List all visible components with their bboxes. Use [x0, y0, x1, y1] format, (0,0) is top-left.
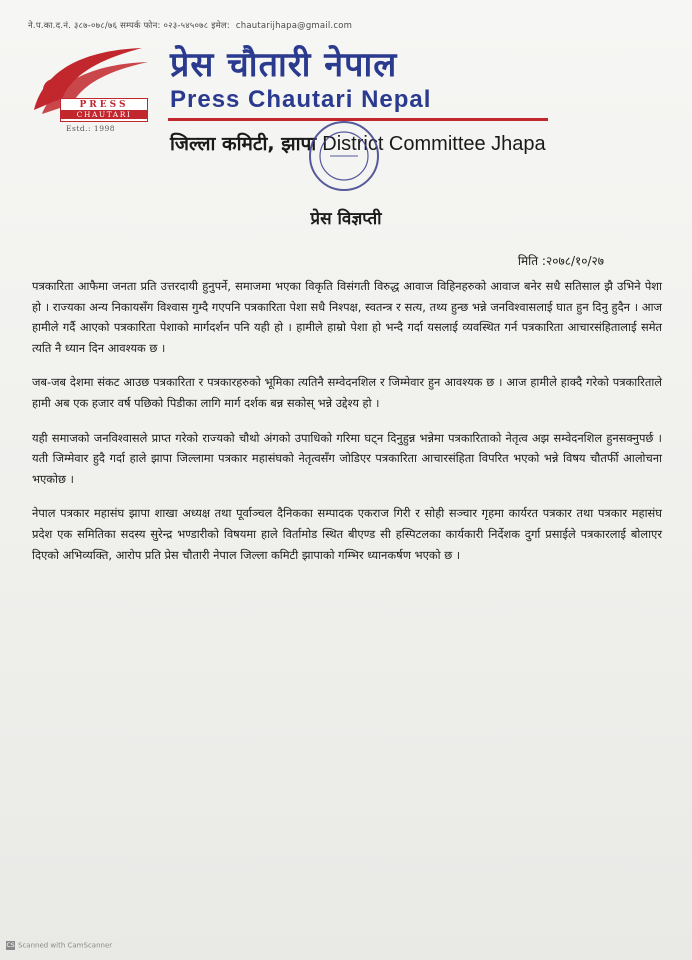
district-english: District Committee Jhapa: [322, 133, 546, 155]
contact-email: chautarijhapa@gmail.com: [235, 21, 353, 31]
letterhead-contact: [28, 20, 352, 31]
release-date: मिति :२०७८/१०/२७: [517, 254, 604, 268]
press-box: [60, 98, 148, 122]
logo-estd: Estd.: 1998: [66, 124, 116, 133]
org-title-nepali: प्रेस चौतारी नेपाल: [170, 45, 398, 85]
scanner-label: Scanned with CamScanner: [18, 941, 113, 950]
logo-press-text: PRESS: [79, 100, 129, 110]
paragraph-3: यही समाजको जनविश्वासले प्राप्त गरेको राज्यको चौथो अंगको उपाधिको गरिमा घट्न दिनुहुन्न भन्नेमा पत्रकारिताको नेतृत्व अझ सम्वेदनशिल हुनसक्नुपर्छ । यती जिम्मेवार हुदै गर्दा हाले झापा जिल्लामा पत्रकार महासंघको नेतृत्वसँग जोडिएर पत्रकारिता आचारसंहिता विपरित भएको भन्ने विषय चौतर्फी आलोचना भएकोछ ।: [32, 430, 662, 486]
press-release-body: [32, 276, 662, 579]
paragraph-1: पत्रकारिता आफैमा जनता प्रति उत्तरदायी हुनुपर्ने, समाजमा भएका विकृति विसंगती विरुद्ध आवाज विहिनहरुको आवाज बनेर सधै सतिसाल झै उभिने पेशा हो । राज्यका अन्य निकायसँग विश्वास गुम्दै गएपनि पत्रकारिता पेशा सधै निश्पक्ष, स्वतन्त्र र सत्य, तथ्य हुन्छ भन्ने जनविश्वासलाई घात हुन दिनु हुदैन । आज हामीले गर्दै आएको पत्रकारिता पेशाको मार्गदर्शन पनि यही हो । हामीले हाम्रो पेशा हो भन्दै गर्दा यसलाई व्यवस्थित गर्न पत्रकारिता आचारसंहितालाई समेत त्यति नै ध्यान दिन आवश्यक छ ।: [32, 279, 662, 355]
camscanner-icon: CS: [6, 942, 15, 949]
paragraph-4: नेपाल पत्रकार महासंघ झापा शाखा अध्यक्ष तथा पूर्वाञ्चल दैनिकका सम्पादक एकराज गिरी र सोही सञ्चार गृहमा कार्यरत पत्रकार तथा पत्रकार महासंघ प्रदेश एक समितिका सदस्य सुरेन्द्र भण्डारीको विषयमा हाले विर्तामोड स्थित बीएण्ड सी हस्पिटलका कार्यकारी निर्देशक दुर्गा प्रसाईले पत्रकारलाई बोलाएर दिएको अभिव्यक्ति, आरोप प्रति प्रेस चौतारी नेपाल जिल्ला कमिटी झापाको गम्भिर ध्यानकर्षण भएको छ ।: [32, 506, 662, 562]
org-title-english: Press Chautari Nepal: [170, 86, 432, 113]
district-nepali: जिल्ला कमिटी, झापा: [170, 133, 317, 155]
round-stamp-icon: [302, 118, 386, 194]
paragraph-2: जब-जब देशमा संकट आउछ पत्रकारिता र पत्रकारहरुको भूमिका त्यतिनै सम्वेदनशिल र जिम्मेवार हुन आवश्यक छ । आज हामीले हाक्दै गरेको पत्रकारिताले हामी अब एक हजार वर्ष पछिको पिडीका लागि मार्ग दर्शक बन्न सकोस् भन्ने उद्देश्य हो ।: [32, 375, 662, 410]
contact-line: ने.प.का.द.नं. ३८७-०७८/७६ सम्पर्क फोन: ०२३-५४५०७८ इमेल:: [28, 21, 230, 31]
scanner-watermark: [6, 941, 112, 950]
press-release-heading: प्रेस विज्ञप्ती: [310, 209, 382, 229]
press-chautari-logo: [24, 40, 160, 142]
logo-chautari-text: CHAUTARI: [61, 110, 147, 119]
